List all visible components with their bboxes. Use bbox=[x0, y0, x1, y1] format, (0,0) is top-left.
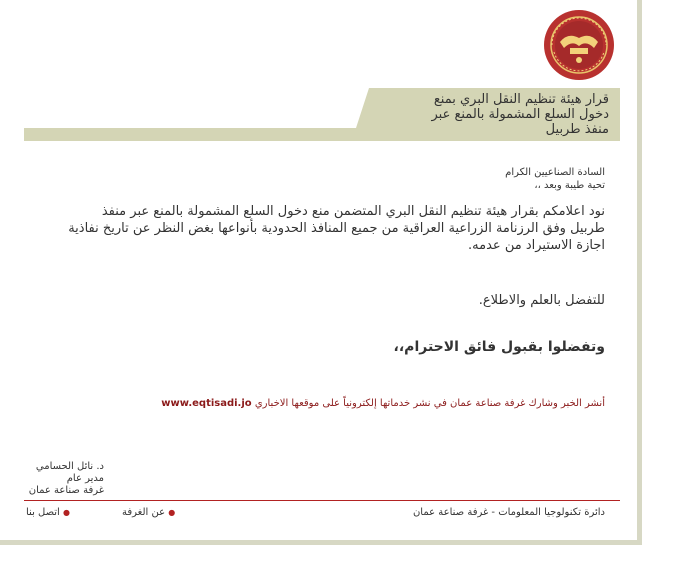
salutation bbox=[505, 166, 605, 192]
news-title bbox=[379, 92, 609, 137]
signature-block bbox=[29, 461, 104, 497]
news-title-line: منفذ طربيل bbox=[545, 122, 609, 137]
notice-text: للتفضل بالعلم والاطلاع. bbox=[478, 293, 605, 308]
body-line: نود اعلامكم بقرار هيئة تنظيم النقل البري المتضمن منع دخول السلع المشمولة بالمنع عبر منفذ bbox=[101, 204, 605, 219]
closing-text: وتفضلوا بقبول فائق الاحترام،، bbox=[393, 339, 605, 355]
share-note bbox=[161, 398, 605, 409]
bullet-icon: ● bbox=[168, 508, 176, 517]
news-title-line: دخول السلع المشمولة بالمنع عبر bbox=[431, 107, 609, 122]
body-line: اجازة الاستيراد من عدمه. bbox=[468, 238, 605, 253]
salutation-line: السادة الصناعيين الكرام bbox=[505, 167, 605, 178]
footer-link-contact-label: اتصل بنا bbox=[26, 507, 60, 518]
footer-department: دائرة تكنولوجيا المعلومات - غرفة صناعة عمان bbox=[412, 507, 605, 518]
signature-position: مدير عام bbox=[66, 473, 104, 484]
footer-link-about-label: عن الغرفة bbox=[122, 507, 166, 518]
share-text: أنشر الخبر وشارك غرفة صناعة عمان في نشر خدماتها إلكترونياً على موقعها الاخباري bbox=[254, 398, 605, 409]
salutation-line: تحية طيبة وبعد ،، bbox=[534, 180, 605, 191]
body-text bbox=[25, 203, 605, 254]
footer-link-about[interactable] bbox=[122, 507, 175, 518]
footer-link-contact[interactable] bbox=[26, 507, 70, 518]
body-line: طربيل وفق الرزنامة الزراعية العراقية من جميع المنافذ الحدودية بأنواعها بغض النظر عن تاريخ نفاذية bbox=[68, 221, 605, 236]
signature-name: د. نائل الحسامي bbox=[35, 461, 104, 472]
chamber-logo bbox=[542, 8, 616, 82]
signature-organization: غرفة صناعة عمان bbox=[28, 485, 104, 496]
bullet-icon: ● bbox=[63, 508, 71, 517]
chamber-seal-icon bbox=[542, 8, 616, 82]
news-title-line: قرار هيئة تنظيم النقل البري بمنع bbox=[433, 92, 609, 107]
footer-divider bbox=[24, 500, 620, 501]
title-band bbox=[24, 88, 620, 141]
news-site-link[interactable]: www.eqtisadi.jo bbox=[161, 398, 252, 409]
